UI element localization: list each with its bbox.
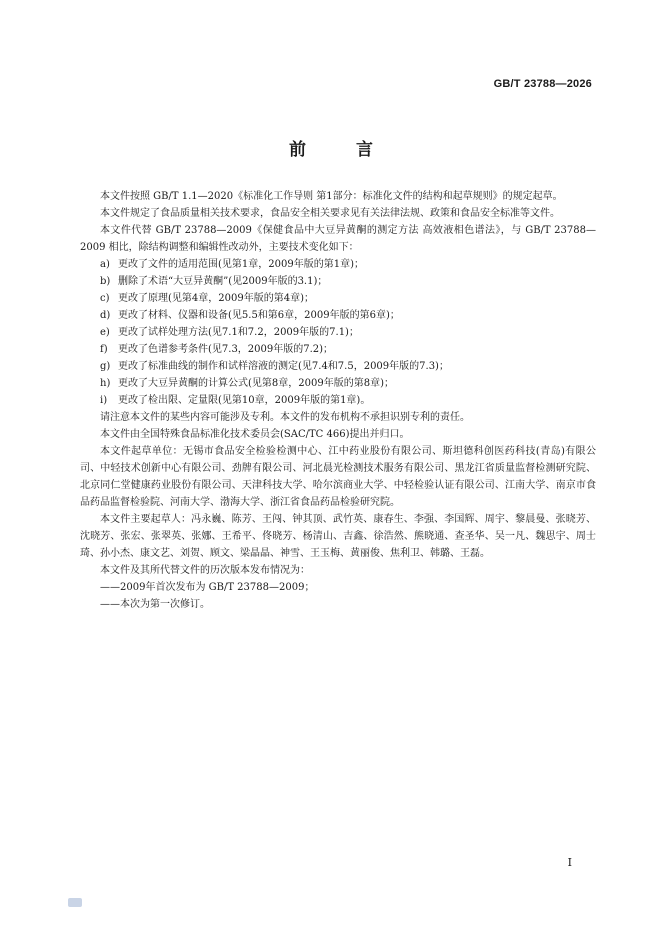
paragraph-drafters: 本文件主要起草人：冯永巍、陈芳、王闯、钟其顶、武竹英、康春生、李强、李国辉、周宇、黎晨曼、张晓芳、沈晓芳、张宏、张翠英、张娜、王希平、佟晓芳、杨清山、吉鑫、徐浩然、熊晓通、查圣华、吴一凡、魏思宇、周士琦、孙小杰、康文艺、刘贺、顾文、梁晶晶、神雪、王玉梅、黄丽俊、焦利卫、韩璐、王磊。	[80, 514, 596, 559]
change-text: 更改了标准曲线的制作和试样溶液的测定(见7.4和7.5，2009年版的7.3)；	[118, 361, 449, 372]
change-marker: c)	[100, 293, 110, 304]
change-marker: e)	[100, 327, 110, 338]
change-text: 更改了大豆异黄酮的计算公式(见第8章，2009年版的第8章)；	[118, 378, 394, 389]
standard-code: GB/T 23788—2026	[493, 78, 592, 90]
publisher-logo-icon	[68, 898, 82, 907]
paragraph-drafting-rules: 本文件按照 GB/T 1.1—2020《标准化工作导则 第1部分：标准化文件的结构和起草规则》的规定起草。	[100, 191, 563, 202]
page-title: 前 言	[289, 140, 395, 160]
history-item: ——2009年首次发布为 GB/T 23788—2009；	[100, 582, 315, 593]
change-marker: g)	[100, 361, 111, 372]
change-text: 更改了试样处理方法(见7.1和7.2，2009年版的7.1)；	[118, 327, 359, 338]
change-item	[80, 256, 596, 273]
change-marker: f)	[100, 344, 108, 355]
paragraph-replaces: 本文件代替 GB/T 23788—2009《保健食品中大豆异黄酮的测定方法 高效液相色谱法》，与 GB/T 23788—2009 相比，除结构调整和编辑性改动外，主要技术变化如下：	[80, 225, 596, 253]
history-item: ——本次为第一次修订。	[100, 599, 210, 610]
change-item	[80, 273, 596, 290]
change-text: 更改了检出限、定量限(见第10章，2009年版的第1章)。	[118, 395, 371, 406]
change-item	[80, 324, 596, 341]
change-marker: d)	[100, 310, 111, 321]
change-text: 更改了原理(见第4章，2009年版的第4章)；	[118, 293, 314, 304]
change-item	[80, 392, 596, 409]
change-text: 更改了材料、仪器和设备(见5.5和第6章，2009年版的第6章)；	[118, 310, 400, 321]
change-item	[80, 307, 596, 324]
paragraph-scope-note: 本文件规定了食品质量相关技术要求，食品安全相关要求见有关法律法规、政策和食品安全标准等文件。	[100, 208, 560, 219]
change-marker: b)	[100, 276, 111, 287]
change-text: 更改了文件的适用范围(见第1章，2009年版的第1章)；	[118, 259, 364, 270]
change-text: 更改了色谱参考条件(见7.3，2009年版的7.2)；	[118, 344, 334, 355]
document-body	[80, 188, 596, 613]
change-item	[80, 375, 596, 392]
change-item	[80, 290, 596, 307]
paragraph-patent-notice: 请注意本文件的某些内容可能涉及专利。本文件的发布机构不承担识别专利的责任。	[100, 412, 470, 423]
paragraph-proposer: 本文件由全国特殊食品标准化技术委员会(SAC/TC 466)提出并归口。	[100, 429, 410, 440]
paragraph-drafting-units: 本文件起草单位：无锡市食品安全检验检测中心、江中药业股份有限公司、斯坦德科创医药科技(青岛)有限公司、中轻技术创新中心有限公司、劲牌有限公司、河北晨光检测技术服务有限公司、黑龙江省质量监督检测研究院、北京同仁堂健康药业股份有限公司、天津科技大学、哈尔滨商业大学、中轻检验认证有限公司、江南大学、南京市食品药品监督检验院、河南大学、渤海大学、浙江省食品药品检验研究院。	[80, 446, 596, 508]
change-marker: a)	[100, 259, 110, 270]
change-marker: i)	[100, 395, 108, 406]
change-marker: h)	[100, 378, 111, 389]
paragraph-history-intro: 本文件及其所代替文件的历次版本发布情况为：	[100, 565, 310, 576]
page-number: I	[567, 856, 572, 869]
change-item	[80, 358, 596, 375]
change-item	[80, 341, 596, 358]
change-text: 删除了术语“大豆异黄酮”(见2009年版的3.1)；	[118, 276, 328, 287]
